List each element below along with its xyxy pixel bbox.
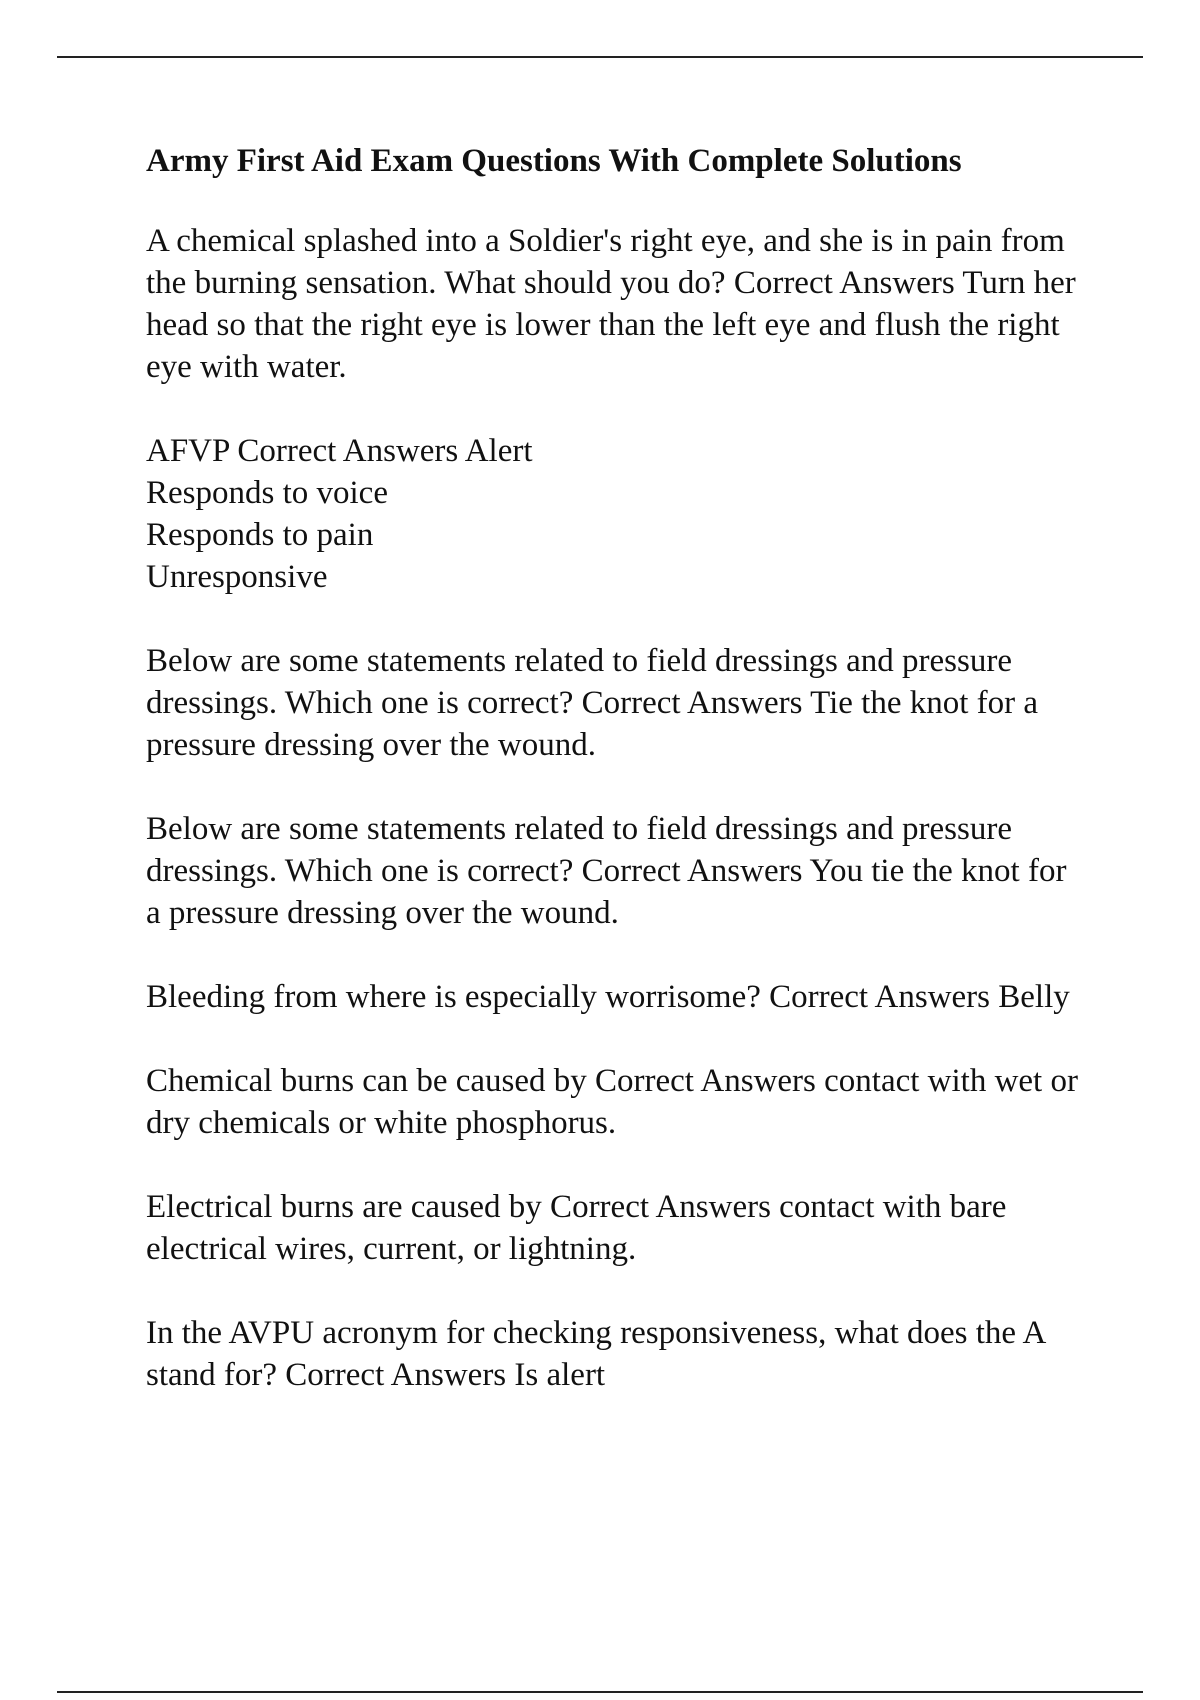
bottom-rule <box>57 1691 1143 1693</box>
qa-entry: Below are some statements related to field dressings and pressure dressings. Which one is correct? Correct Answers You tie the knot for a pressure dressing over the wound. <box>146 811 1067 931</box>
qa-entry: Below are some statements related to field dressings and pressure dressings. Which one is correct? Correct Answers Tie the knot for a pressure dressing over the wound. <box>146 643 1039 763</box>
qa-entry: AFVP Correct Answers Alert Responds to voice Responds to pain Unresponsive <box>146 433 533 595</box>
top-rule <box>57 56 1143 58</box>
qa-entry: In the AVPU acronym for checking responsiveness, what does the A stand for? Correct Answers Is alert <box>146 1315 1045 1393</box>
document-body <box>146 140 1086 1438</box>
qa-entry: Chemical burns can be caused by Correct Answers contact with wet or dry chemicals or white phosphorus. <box>146 1063 1078 1141</box>
qa-entry: Bleeding from where is especially worrisome? Correct Answers Belly <box>146 979 1070 1015</box>
qa-entry: Electrical burns are caused by Correct Answers contact with bare electrical wires, current, or lightning. <box>146 1189 1007 1267</box>
qa-entry: A chemical splashed into a Soldier's right eye, and she is in pain from the burning sensation. What should you do? Correct Answers Turn her head so that the right eye is lower than the left eye and flush the right eye with water. <box>146 223 1076 385</box>
document-title: Army First Aid Exam Questions With Complete Solutions <box>146 143 962 179</box>
